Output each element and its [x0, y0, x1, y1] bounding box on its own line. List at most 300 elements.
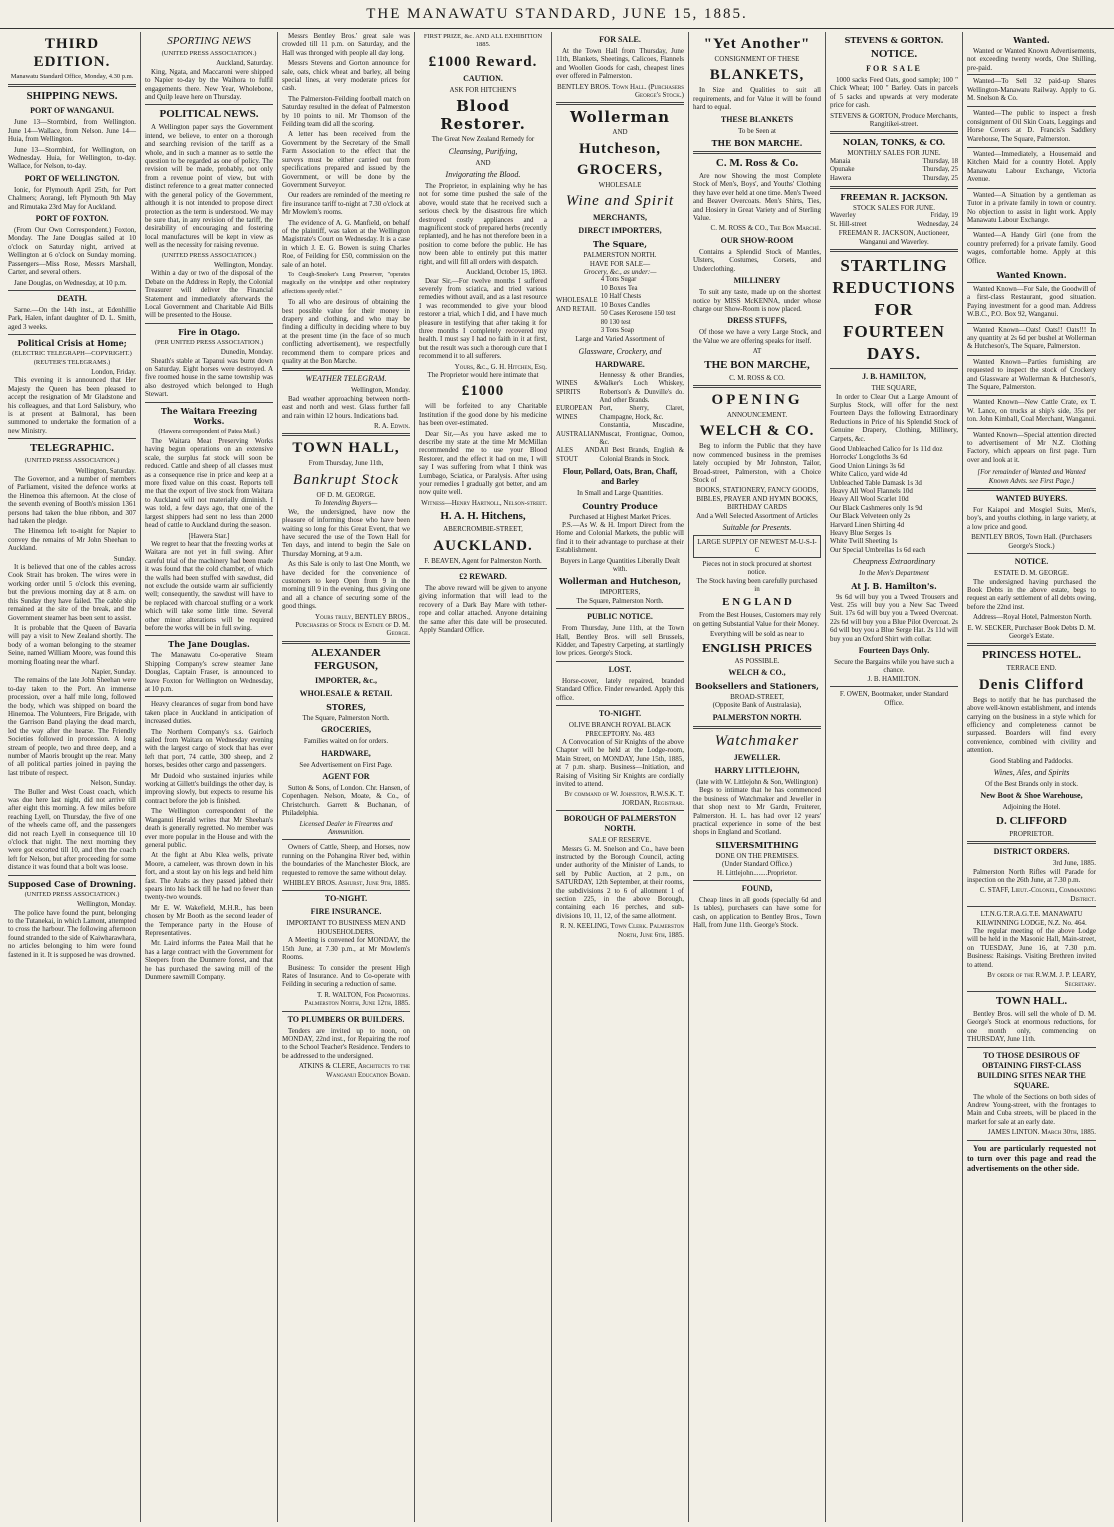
music-sub: Pieces not in stock procured at shortest notice. — [702, 559, 812, 577]
grocery-item: 4 Tons Sugar — [600, 276, 637, 284]
column-1 — [4, 32, 141, 1522]
columns — [4, 32, 1110, 1522]
forsale-sig: BENTLEY BROS. Town Hall. (Purchasers George's Stock.) — [557, 82, 684, 100]
nolan-sale-row — [830, 166, 958, 174]
borough: BOROUGH OF PALMERSTON NORTH. — [563, 814, 677, 834]
hamilton: J. B. HAMILTON, — [862, 372, 926, 382]
harry-text: Begs to intimate that he has commenced the business of Watchmaker and Jeweller in that shop next to Mr Gardn, Fruiterer, Palmerston. H. L. has had over 12 years' practical experience in some of the best shops in England and Scotland. — [693, 786, 821, 837]
testimonial: Dear Sir,—As you have asked me to describe my state at the time Mr McMillan recommended me to use your Blood Restorer, and the effect it had on me, I will say I was suffering from what I think was Lumbago, Sciatica, or Paralysis. After using your remedies I gradually got better, and am now quite well. — [419, 429, 547, 497]
townhall: TOWN HALL. — [995, 994, 1068, 1007]
hamilton-list-item: Heavy All Wool Flannels 10d — [830, 486, 913, 495]
wines-row — [556, 372, 684, 406]
estate-addr: Address—Royal Hotel, Palmerston North. — [973, 613, 1092, 622]
weather-heading: WEATHER TELEGRAM. — [305, 374, 387, 384]
foxton-text: (From Our Own Correspondent.) Foxton, Monday. The Jane Douglas sailed at 10 o'clock on Saturday night, arrived at Wellington at 6 o'clock on Sunday morning. Passengers—Miss Rose, Messrs Marshall, Carter, and several others. — [8, 226, 136, 277]
lost-text: Horse-cover, lately repaired, branded Standard Office. Finder rewarded. Apply this office. — [556, 676, 684, 702]
welch-text2: And a Well Selected Assortment of Articles — [696, 511, 818, 520]
england-text: From the Best Houses, Customers may rely on getting Substantial Value for their Money. — [693, 611, 821, 628]
port-foxton: PORT OF FOXTON. — [35, 214, 109, 224]
bankrupt-sig: Yours truly, BENTLEY BROS., Purchasers of Stock in Estate of D. M. George. — [295, 612, 410, 638]
ross2: C. M. ROSS & CO. — [729, 373, 785, 382]
presents: Suitable for Presents. — [722, 523, 792, 532]
hamilton-list-item: Our Black Velveteen only 2s — [830, 512, 911, 521]
fire-ins-sig: T. R. WALTON, For Promoters. Palmerston North, June 12th, 1885. — [304, 990, 410, 1008]
hamilton-list-item: Our Special Umbrellas 1s 6d each — [830, 545, 926, 554]
denis: Denis Clifford — [978, 676, 1085, 693]
freeman-sale-row-date: Wednesday, 24 — [917, 220, 958, 228]
fourteen: Fourteen Days Only. — [858, 646, 930, 656]
waitara-text: The Waitara Meat Preserving Works having begun operations on an extensive scale, the surplus fat stock will soon be reduced. Cattle and sheep of all classes must as a consequence rise in price and keep at a more fixed value on this coast. Reports tell me that the export of live stock from Waitara to Auckland will not materially diminish. I was told, a few days ago, that one of the largest shippers had sent no less than 2000 head of cattle to Auckland during the season. — [145, 437, 273, 530]
address: H. A. H. Hitchens, — [440, 510, 526, 523]
glassware: Large and Varied Assortment of — [575, 335, 665, 344]
showroom-text: Contains a Splendid Stock of Mantles, Ulsters, Costumes, Corsets, and Underclothing. — [693, 247, 821, 273]
buyers: Buyers in Large Quantities Liberally Dealt with. — [560, 556, 680, 574]
desirous: TO THOSE DESIROUS OF OBTAINING FIRST-CLASS BUILDING SITES NEAR THE SQUARE. — [977, 1050, 1086, 1090]
tonight: TO-NIGHT. — [324, 894, 368, 904]
dress-text: Of those we have a very Large Stock, and the Value we are offering speaks for itself. — [693, 328, 821, 345]
grocery: Grocery, &c., as under:— — [583, 268, 657, 277]
reward2-text: The above reward will be given to anyone giving information that will lead to the recovery of a Dark Bay Mare with tether-rope and collar attached. Anyone detaining the same after this date will be prosecuted. Apply Standard Office. — [419, 584, 547, 635]
political-text2: Within a day or two of the disposal of the Debate on the Address in Reply, the Colonial Treasurer will deliver the Financial Statement and immediately afterwards the Local Government and Charitable Aid Bills will be presented to the House. — [145, 269, 273, 320]
produce-sub: Purchased at Highest Market Prices. — [569, 512, 671, 521]
thousand-text: will be forfeited to any Charitable Institution if the good done by his medicine has been over-estimated. — [419, 402, 547, 428]
reward2: £2 REWARD. — [459, 572, 507, 582]
hamilton-text: In order to Clear Out a Large Amount of Surplus Stock, will offer for the next Fourteen Days the following Extraordinary Reductions in Price of his Splendid Stock of Genuine Drapery, Clothing, Millinery, Carpets, &c. — [830, 392, 958, 443]
euro-label: EUROPEAN WINES — [556, 405, 593, 421]
letter: A letter has been received from the Government by the Secretary of the Small Farm Association to the effect that the surveys must be either carried out from specifications prepared and issued by the Government, or will be done by the Government Surveyor. — [282, 130, 410, 189]
music: LARGE SUPPLY OF NEWEST M-U-S-I-C — [693, 535, 821, 558]
column-8 — [963, 32, 1100, 1522]
weather-sig: R. A. Edwin. — [374, 422, 410, 431]
england: The Stock having been carefully purchased in — [696, 576, 818, 594]
direct: DIRECT IMPORTERS, — [578, 226, 662, 236]
drowning-sub: (UNITED PRESS ASSOCIATION.) — [24, 890, 120, 898]
ales-row — [556, 447, 684, 464]
stabling: Good Stabling and Paddocks. — [990, 756, 1073, 765]
importer: IMPORTER, &c., — [315, 675, 377, 685]
district-text: Palmerston North Rifles will Parade for inspection on the 26th June, at 7.30 p.m. — [967, 867, 1096, 885]
star-label: [Hawera Star.] — [188, 531, 230, 540]
agent: AGENT FOR — [322, 772, 370, 781]
terrace: TERRACE END. — [1006, 664, 1057, 673]
ross-sig: C. M. ROSS & CO., The Bon Marché. — [710, 224, 821, 233]
wanted-heading: Wanted. — [1013, 35, 1050, 45]
port-wanganui: PORT OF WANGANUI. — [30, 106, 114, 116]
estate-text: The undersigned having purchased the Book Debts in the above estate, begs to request an early settlement of all debts owing, before the 22nd inst. — [967, 577, 1096, 611]
wellington-sat: Wellington, Saturday. — [75, 466, 136, 475]
known-3: Wanted Known—Parties furnishing are requested to inspect the stock of Crockery and Glassware at Wollerman & Hutcheson's, The Square, Palmerston. — [967, 355, 1096, 394]
bootmaker: F. OWEN, Bootmaker, under Standard Office. — [839, 690, 949, 707]
ales-text: All Best Brands, English & Colonial Brands in Stock. — [599, 447, 684, 463]
wanted-2: Wanted—The public to inspect a fresh consignment of Oil Skin Coats, Leggings and Horse Covers at D. Francis's Saddlery Warehouse, The Square, Palmerston. — [967, 106, 1096, 145]
column-4 — [415, 32, 552, 1522]
wollerman: Wollerman — [570, 108, 670, 127]
cleansing: Cleansing, Purifying, — [448, 146, 518, 156]
wine: Wine and Spirit — [565, 193, 675, 210]
known-2: Wanted Known—Oats! Oats!! Oats!!! In any quantity at 2s 6d per bushel at Wollerman & Hutcheson's, The Square, Palmerston. — [967, 323, 1096, 353]
waitara-sub: (Hawera correspondent of Patea Mail.) — [158, 427, 260, 435]
arrivals: June 13—Stormbird, from Wellington. June 14—Wallace, from Nelson. June 14—Huia, from Wellington. — [8, 118, 136, 144]
showroom: OUR SHOW-ROOM — [720, 235, 794, 245]
wanted-1: Wanted—To Sell 32 paid-up Shares Wellington-Manawatu Railway. Apply to G. M. Snelson & Co. — [967, 74, 1096, 104]
plumbers: TO PLUMBERS OR BUILDERS. — [287, 1014, 405, 1024]
football: The Palmerston-Feilding football match on Saturday resulted in the defeat of Palmerston by 10 points to nil. Mr Thomson of the Feilding team did all the scoring. — [282, 94, 410, 129]
stevens: STEVENS & GORTON. — [844, 35, 944, 45]
shipping-heading: SHIPPING NEWS. — [26, 90, 118, 103]
wines-table — [556, 372, 684, 464]
grocery-item: 80 130 test — [600, 318, 631, 326]
harry-sub: (late with W. Littlejohn & Son, Wellington) — [696, 777, 818, 786]
forsale: FOR SALE — [866, 64, 922, 73]
desirous-text: The whole of the Sections on both sides of Andrew Young-street, with the frontages to Main and Cuba streets, will be placed in the market for sale at an early date. — [967, 1092, 1096, 1126]
brands: Of the Best Brands only in stock. — [984, 780, 1079, 788]
wellington-text: The Wellington correspondent of the Wanganui Herald writes that Mr Sheehan's death is generally regretted. No member was ever more popular in the House and with the general public. — [145, 807, 273, 849]
departures: June 13—Stormbird, for Wellington, on Wednesday. Huia, for Wellington, to-day. Wallace, for Nelson, to-day. — [8, 145, 136, 171]
political-sub2: (UNITED PRESS ASSOCIATION.) — [161, 251, 257, 259]
auckland-sat: Auckland, Saturday. — [216, 59, 273, 68]
direct-steamers: Ionic, for Plymouth April 25th, for Port Chalmers; Aorangi, left Plymouth 9th May and Rimutaka 23rd May for Auckland. — [8, 185, 136, 211]
notice-text: From Thursday, June 11th, at the Town Hall, Bentley Bros. will sell Brussels, Kidder, and Tapestry Carpeting, at startlingly low prices. George's Stock. — [556, 624, 684, 658]
freeman-sale-row — [830, 221, 958, 229]
known-1: Wanted Known—For Sale, the Goodwill of a first-class Restaurant, good situation. Paying investment for a good man. Address W.B.C., P.O. Box 92, Wanganui. — [967, 282, 1096, 321]
tel-text-2: The Hinemoa left to-night for Napier to convey the remains of Mr John Sheehan to Auckland. — [8, 527, 136, 553]
testimonial-sig: Witness—Henry Hartnoll, Nelson-street. — [421, 498, 547, 507]
column-2 — [141, 32, 278, 1522]
flour-sub: In Small and Large Quantities. — [577, 489, 663, 498]
known-4: Wanted Known—New Cattle Crate, ex T. W. Lance, on trucks at ship's side, 35s per ton. John Kimball, Coal Merchant, Wanganui. — [967, 395, 1096, 425]
hamilton-list-item: Good Union Linings 3s 6d — [830, 461, 905, 470]
licensed: Licensed Dealer in Firearms and Ammunition. — [299, 819, 393, 837]
square: The Square, Palmerston North. — [302, 713, 390, 722]
silver-sig: H. Littlejohn........Proprietor. — [717, 868, 797, 877]
denis-text: Begs to notify that he has purchased the above well-known establishment, and intends carrying on the business in a style which for efficiency and completeness cannot be surpassed. Boarders will find every convenience, combined with civility and attention. — [967, 695, 1096, 755]
fire-text: Sheath's stable at Tapanui was burnt down on Saturday. Eight horses were destroyed. A five roomed house in the same township was also destroyed which belonged to Hugh Stewart. — [145, 356, 273, 399]
nelson-text: The Buller and West Coast coach, which was due here last night, did not arrive till after eight this morning. A few miles before reaching Lyell, on Thursday, the five of one of the wheels came off, and the passengers did not reach Lyell in consequence till 10 o'clock that night. The next morning they were got escorted till 10, and then the coach left for Nelson, but after proceeding for some distance it was found that a bolt was loose. — [8, 787, 136, 872]
bankrupt-text: We, the undersigned, have now the pleasure of informing those who have been waiting so long for this Great Event, that we have secured the use of the Town Hall for Ten days, and intend to begin the Sale on Thursday Morning, at 9 a.m. — [282, 507, 410, 558]
announcement: ANNOUNCEMENT. — [726, 410, 788, 419]
palmerston: PALMERSTON NORTH. — [712, 712, 802, 722]
death-heading: DEATH. — [57, 293, 87, 303]
district-date: 3rd June, 1885. — [1052, 859, 1096, 868]
hamilton-list-item: Good Unbleached Calico for 1s 11d doz — [830, 444, 943, 453]
owners-sig: WHIBLEY BROS. Ashurst, June 9th, 1885. — [282, 879, 410, 888]
caution: CAUTION. — [463, 73, 503, 83]
glass: Glassware, Crockery, and — [578, 346, 662, 356]
seen: To be Seen at — [738, 126, 776, 135]
column-6 — [689, 32, 826, 1522]
found-text: Cheap lines in all goods (specially 6d and 1s tables), purchasers can have some for cash, on application to Bentley Bros., Town Hall, from June 11th. George's Stock. — [693, 895, 821, 930]
meeting: Our readers are reminded of the meeting re fire insurance tariff to-night at 7.30 o'clock at Mr Mowlem's rooms. — [282, 191, 410, 217]
hamilton-list-item: Heavy Blue Serges 1s — [830, 529, 892, 537]
sporting-heading: SPORTING NEWS — [167, 35, 251, 47]
welch2: WELCH & CO., — [728, 668, 786, 678]
northern-text: The Northern Company's s.s. Gairloch sailed from Waitara on Wednesday evening with the largest cargo of stock that has ever left that port, 74 cattle, 300 sheep, and 2 horses, besides other cargo and passengers. — [145, 727, 273, 770]
townhall-date: From Thursday, June 11th, — [308, 459, 384, 468]
estate: ESTATE D. M. GEORGE. — [994, 569, 1069, 578]
hutcheson: Hutcheson, — [578, 140, 662, 157]
death-text: Sarne.—On the 14th inst., at Edenhillie Park, Halen, infant daughter of D. L. Smith, aged 3 weeks. — [8, 305, 136, 331]
startling: STARTLING REDUCTIONS FOR FOURTEEN DAYS. — [832, 256, 956, 364]
freeman-sig: FREEMAN R. JACKSON, Auctioneer, Wanganui and Waverley. — [838, 229, 950, 246]
district: DISTRICT ORDERS. — [993, 847, 1070, 857]
column-3 — [278, 32, 415, 1522]
ales-label: ALES AND STOUT — [556, 447, 600, 463]
square2: The Square, Palmerston North. — [576, 596, 664, 605]
square: The Square, — [592, 239, 648, 250]
wanted-5: Wanted—A Handy Girl (one from the country preferred) for a private family. Good wages, comfortable home. Apply at this Office. — [967, 228, 1096, 267]
secure: Secure the Bargains while you have such a chance. — [834, 658, 954, 675]
merchants: MERCHANTS, — [592, 213, 647, 223]
jane-text: The Manawatu Co-operative Steam Shipping Company's screw steamer Jane Douglas, Captain Fraser, is announced to leave Foxton for Wellington on Wednesday, at 10 p.m. — [145, 651, 273, 693]
palmerston: PALMERSTON NORTH. — [583, 251, 657, 260]
wands: P.S.—As W. & H. Import Direct from the Home and Colonial Markets, the public will find it to their advantage to purchase at their Establishment. — [556, 521, 684, 555]
nolan-sale-row — [830, 158, 958, 166]
lodge-sig: By command of W. Johnston, R.W.S.K. T. JORDAN, Registrar. — [564, 790, 684, 807]
wholesale: WHOLESALE — [598, 180, 642, 189]
wines: Wines, Ales, and Spirits — [993, 768, 1070, 777]
hamilton-list-item: Heavy All Wool Scarlet 10d — [830, 495, 909, 504]
sporting-sub: (UNITED PRESS ASSOCIATION.) — [161, 50, 257, 57]
district-sig: C. STAFF, Lieut.-Colonel, Commanding District. — [979, 886, 1096, 903]
sporting-text: King, Ngata, and Maccaroni were shipped to Napier to-day by the Waihora to fulfil engagements there. New Year, Wholebone, and Quilp leave here on Thursday. — [145, 67, 273, 102]
estate-sig: E. W. SECKER, Purchaser Book Debts D. M. George's Estate. — [967, 623, 1096, 640]
ask: ASK FOR HITCHEN'S — [449, 85, 517, 94]
obrien-text: Mr Dudoid who sustained injuries while working at Gillett's buildings the other day, is improving slowly, but expects to resume his contract before the job is finished. — [145, 771, 273, 805]
consignment: CONSIGNMENT OF THESE — [714, 55, 800, 63]
flour: Flour, Pollard, Oats, Bran, Chaff, and Barley — [562, 467, 678, 487]
welch-text: Beg to inform the Public that they have now commenced business in the premises lately occupied by Mr Johnston, Tailor, Broad-street, Palmerston, with a Choice Stock of — [693, 442, 821, 484]
fire-heading: Fire in Otago. — [178, 326, 240, 337]
opening: OPENING — [711, 391, 803, 408]
produce: Country Produce — [582, 500, 658, 511]
column-5 — [552, 32, 689, 1522]
latest-text: Mr. Laird informs the Patea Mail that he has a large contract with the Government for Sleepers from the Dunmere forest, and that he has purchased the sawing mill of the Dunmere sawmill Company. — [145, 939, 273, 981]
hamilton-sig: J. B. HAMILTON. — [867, 674, 921, 683]
intending: To Intending Buyers— — [314, 499, 378, 508]
proprietor: PROPRIETOR. — [1009, 829, 1054, 838]
freeman: FREEMAN R. JACKSON. — [840, 192, 948, 203]
edition-sub: Manawatu Standard Office, Monday, 4.30 p.m. — [10, 73, 134, 80]
bankrupt-text2: As this Sale is only to last One Month, we have decided for the convenience of customers to keep Open from 9 in the morning till 9 in the evening, thus giving one and all a chance of securing some of the good things. — [282, 560, 410, 611]
hamilton-list-item: White Twill Sheeting 1s — [830, 537, 898, 546]
thousand: £1000 — [461, 383, 505, 400]
buyers-sig: BENTLEY BROS, Town Hall. (Purchasers George's Stock.) — [971, 533, 1092, 550]
blankets-text: In Size and Qualities to suit all requirements, and for Value it will be found hard to equal. — [693, 86, 821, 112]
sale: SALE OF RESERVE. — [588, 836, 652, 845]
freeman-sale-row-date: Friday, 19 — [930, 212, 958, 220]
star-text: We regret to hear that the freezing works at Waitara are not yet in full swing. After careful trial of the machinery had been made it was found that the cold chamber, of which the walls had been stuffed with sawdust, did not exclude the outside warm air sufficiently well; consequently, the sawdust will have to be replaced with charcoal stuffing or a work which will take some little time. Several other minor alterations will be required before the works will be in full swing. — [145, 539, 273, 632]
freeman-sub: STOCK SALES FOR JUNE. — [853, 204, 935, 213]
telegraphic-heading: TELEGRAPHIC. — [29, 442, 115, 455]
proprietor: The Proprietor would here intimate that — [427, 370, 539, 379]
freeman-sale-row-place: St. Hill-street — [830, 220, 867, 228]
intro: Messrs Bentley Bros.' great sale was crowded till 11 p.m. on Saturday, and the Hall was thronged with people all day long. — [282, 32, 410, 57]
third-edition-heading: THIRD EDITION. — [33, 36, 111, 70]
princess: PRINCESS HOTEL. — [981, 649, 1082, 662]
political-heading: POLITICAL NEWS. — [159, 108, 259, 121]
at: AT — [752, 347, 762, 356]
euro-row — [556, 405, 684, 422]
notice: NOTICE. — [870, 48, 918, 60]
borough-text: Messrs G. M. Snelson and Co., have been instructed by the Borough Council, acting under authority of the Minister of Lands, to sell by Public Auction, at 2 p.m., on SATURDAY, 12th September, at their rooms, the subdivisions 2 to 6 of allotment 1 of section 225, in the above Borough, containing each 16 perches, and sub-divisions 10, 11, 12, of the same allotment. — [556, 844, 684, 920]
plumbers-text: Tenders are invited up to noon, on MONDAY, 22nd inst., for Repairing the roof to the School Teacher's Residence. Tenders to be addressed to the undersigned. — [282, 1026, 410, 1060]
bankrupt-of: OF D. M. GEORGE. — [316, 490, 376, 499]
euro-text: Port, Sherry, Claret, Champagne, Hock, &c. — [599, 405, 684, 421]
forsale-text: 1000 sacks Feed Oats, good sample; 100 " Chick Wheat; 100 " Barley. Oats in parcels of 5 sacks and upwards at very moderate price for cash. — [830, 76, 958, 110]
fire-ins-text: A Meeting is convened for MONDAY, the 15th June, at 7.30 p.m., at Mr Mowlem's Rooms. — [282, 936, 410, 962]
weather-place: Wellington, Monday. — [350, 386, 410, 395]
crisis-heading: Political Crisis at Home; — [17, 338, 127, 349]
nolan: NOLAN, TONKS, & CO. — [842, 137, 946, 148]
agent: F. BEAVEN, Agent for Palmerston North. — [424, 556, 542, 565]
hamilton-list-item: White Calico, yard wide 4d — [830, 470, 908, 479]
wanted-3: Wanted—Immediately, a Housemaid and Kitchen Maid for a country Hotel. Apply Manawatu Labour Exchange, Victoria Avenue. — [967, 147, 1096, 186]
grocery-item: 3 Tons Soap — [600, 326, 635, 334]
hardware-sub: See Advertisement on First Page. — [299, 760, 393, 769]
wines-text: Hennessy & other Brandies, Walker's Loch Whiskey, Robertson's & Dunville's do. And other Brands. — [599, 371, 684, 404]
foxton-departure: Jane Douglas, on Wednesday, at 10 p.m. — [14, 278, 127, 287]
known-5: Wanted Known—Special attention directed to advertisement of Mr N.Z. Clothing Factory, which appears on first page. Turn over and look at it. — [967, 428, 1096, 467]
letter-text: Dear Sir,—For twelve months I suffered severely from sciatica, and tried various remedies without avail, and as a last resource I was recommended to give your blood restorer a trial, which I did, and I have much pleasure in testifying that after taking it for three months I completely recovered my health. I must say I had no faith in it at first, but the result was such a thorough cure that I recommend it to all sufferers. — [419, 276, 547, 361]
clifford: D. CLIFFORD — [996, 814, 1067, 827]
political-text: A Wellington paper says the Government intend, we believe, to enter on a thorough and searching revision of the tariff as a whole, and in such a manner as to settle the question to be regarded as one of policy. The revision will be made, probably, not only from a revenue point of view, but with distinct reference to a great matter connected with the general policy of the Government, although it is not intended to propose direct protection as the term is understood. We may be sure that, in any revision of the tariff, the desirability of encouraging and fostering local manufactures will be kept in view as well as the necessity for raising revenue. — [145, 123, 273, 250]
crisis-sub: (ELECTRIC TELEGRAPH—COPYRIGHT.) (REUTER'S TELEGRAMS.) — [12, 350, 132, 366]
bank: (Opposite Bank of Australasia), — [712, 701, 802, 710]
wh2: Wollerman and Hutcheson, — [559, 576, 681, 587]
dunedin: Dunedin, Monday. — [220, 348, 273, 357]
hardware: HARDWARE, — [321, 748, 371, 758]
wakefield-text: Mr E. W. Wakefield, M.H.R., has been chosen by Mr Booth as the second leader of the Temperance party in the House of Representatives. — [145, 903, 273, 937]
adjoining: Adjoining the Hotel. — [1002, 803, 1061, 812]
abu-text: At the fight at Abu Klea wells, private Moore, a cameleer, was thrown down in his fort, and a stout lay on his legs and held him fast. The Arabs as they passed jabbed their spears into his back till he had no fewer than twenty-two wounds. — [145, 851, 273, 902]
lodge-text: The regular meeting of the above Lodge will be held in the Masonic Hall, Main-street, on TUESDAY, June 16, at 7.30 p.m. Business: Raisings. Visiting Brethren invited to attend. — [967, 927, 1096, 969]
address2: ABERCROMBIE-STREET, — [443, 525, 523, 534]
invigorating: Invigorating the Blood. — [445, 170, 521, 180]
aust-text: Constantia, Muscadine, Muscat, Frontignac, Oomoo, &c. — [599, 422, 684, 446]
grocery-list — [556, 276, 684, 335]
notice: NOTICE. — [1014, 557, 1049, 567]
bon2: THE BON MARCHE, — [704, 358, 810, 371]
turn-over-note: You are particularly requested not to turn over this page and read the advertisements on the other side. — [967, 1143, 1096, 1173]
hamilton-list-item: Harvard Linen Shirting 4d — [830, 520, 905, 529]
fire-ins: FIRE INSURANCE. — [310, 907, 382, 917]
lost: LOST. — [608, 664, 632, 674]
english: ENGLISH PRICES — [701, 641, 813, 655]
mens: In the Men's Department — [859, 569, 929, 578]
crisis-text: This evening it is announced that Her Majesty the Queen has been pleased to accept the resignation of Mr Gladstone and his colleagues, and that Lord Salisbury, who is at present at Balmoral, has been summoned to undertake the formation of a new Ministry. — [8, 376, 136, 435]
ross-text: Are now Showing the most Complete Stock of Men's, Boys', and Youths' Clothing they have ever held at one time. Men's Tweed and Beaver Overcoats. Men's Shirts, Ties, and Hosiery in Great Variety and of Sterling Value. — [693, 172, 821, 223]
booksellers: Booksellers and Stationers, — [695, 681, 819, 692]
business: Business: To consider the present High Rates of Insurance. And to Co-operate with Feilding in securing a reduction of same. — [282, 963, 410, 989]
port-wellington: PORT OF WELLINGTON. — [24, 173, 120, 183]
forsale-text: At the Town Hall from Thursday, June 11th, Blankets, Sheetings, Calicoes, Flannels and Woollen Goods for cash, cheapest lines ever offered in Palmerston. — [556, 47, 684, 81]
tel-text-4: It is probable that the Queen of Bavaria will pay a visit to New Zealand shortly. The body of a woman belonging to the steamer Seine, named William Moore, was found this morning floating near the wharf. — [8, 623, 136, 666]
public-notice: PUBLIC NOTICE. — [587, 612, 653, 622]
and: AND — [612, 128, 628, 137]
buyers: WANTED BUYERS. — [995, 494, 1068, 504]
silver-sub: DONE ON THE PREMISES. — [715, 851, 799, 860]
sugar-text: Heavy clearances of sugar from bond have taken place in Auckland in anticipation of increased duties. — [145, 700, 273, 726]
nelson-dateline: Nelson, Sunday. — [90, 779, 136, 788]
found: FOUND, — [741, 883, 773, 893]
havesale: HAVE FOR SALE— — [589, 259, 651, 268]
borough-sig: R. N. KEELING, Town Clerk. Palmerston North, June 6th, 1885. — [560, 922, 684, 939]
grocery-list-left: WHOLESALE AND RETAIL — [556, 297, 598, 313]
hamilton-list-item: Horrocks' Longcloths 3s 6d — [830, 453, 908, 462]
nolan-sale-row-place: Manaia — [830, 157, 851, 165]
letter-sig: Yours, &c., G. H. Hitchen, Esq. — [454, 362, 547, 371]
drowning-place: Wellington, Monday. — [76, 900, 136, 909]
mens-list: 9s 6d will buy you a Tweed Trousers and Vest. 25s will buy you a New Sac Tweed Suit. 17s 6d will buy you a Tweed Overcoat. 22s 6d will buy you a Blue Pilot Overcoat. 2s 6d will buy you a Blue Serge Hat. 2s 11d will buy you an Oxford Shirt with collar. — [830, 592, 958, 643]
column-7 — [826, 32, 963, 1522]
freeman-rows — [830, 212, 958, 229]
townhall-heading: TOWN HALL, — [292, 440, 400, 457]
and: AND — [475, 158, 491, 167]
dress: DRESS STUFFS, — [727, 316, 787, 326]
tonight: TO-NIGHT. — [598, 709, 642, 719]
letter-head: Auckland, October 15, 1863. — [465, 268, 547, 277]
alexander-heading: ALEXANDER FERGUSON, — [311, 646, 381, 672]
blankets: BLANKETS, — [709, 67, 805, 84]
hardware: HARDWARE. — [595, 359, 645, 369]
millinery-text: To suit any taste, made up on the shortest notice by MISS McKENNA, under whose charge our Show-Room is now placed. — [693, 288, 821, 313]
known-heading: Wanted Known. — [996, 269, 1067, 280]
important: IMPORTANT TO BUSINESS MEN AND HOUSEHOLDERS. — [286, 919, 406, 936]
importers: IMPORTERS, — [599, 588, 641, 597]
grocery-rows — [601, 276, 684, 335]
auckland: AUCKLAND. — [433, 537, 533, 554]
lodge: LT.N.G.T.R.A.G.T.E. MANAWATU KILWINNING LODGE, N.Z. No. 464. — [976, 910, 1087, 927]
lodge-sig: By order of the R.W.M. J. P. LEARY, Secretary. — [987, 971, 1096, 988]
bankrupt-heading: Bankrupt Stock — [292, 471, 400, 488]
evidence: The evidence of A. G. Manfield, on behalf of the plaintiff, was taken at the Wellington Magistrate's Court on Wednesday. It is a case in which J. E. G. Bowen is suing Charles Roe, of Feilding for £50, commission on the sale of an hotel. — [282, 218, 410, 269]
freeman-sale-row-place: Waverley — [830, 212, 856, 220]
buyers-text: For Kaiapoi and Mosgiel Suits, Men's, boy's, and youths clothing, in large variety, at a low price and good. — [967, 506, 1096, 531]
tel-text-1: The Governor, and a number of members of Parliament, visited the defence works at the Hinemoa this afternoon. At the close of the seventh evening of Booth's mission 1361 persons had taken the blue ribbon, and 307 had taken the pledge. — [8, 475, 136, 526]
jane-heading: The Jane Douglas. — [168, 639, 250, 650]
sold: Everything will be sold as near to — [709, 630, 805, 639]
wines-label: WINES & SPIRITS — [556, 380, 600, 396]
jeweller: JEWELLER. — [733, 752, 781, 762]
nolan-sale-row-date: Thursday, 25 — [922, 174, 958, 182]
millinery: MILLINERY — [733, 276, 781, 286]
wholesale: WHOLESALE & RETAIL — [299, 688, 393, 698]
sunday-dateline: Sunday. — [113, 554, 136, 563]
freeman-sale-row — [830, 212, 958, 220]
weather-text: Bad weather approaching between north-east and north and west. Glass further fall and rain within 12 hours. Indications bad. — [282, 394, 410, 420]
wanted-text: Wanted or Wanted Known Advertisements, not exceeding twenty words, One Shilling, pre-paid. — [967, 47, 1096, 72]
body: The Proprietor, in explaining why he has not for some time pushed the sale of the above, would state that he received such a serious check by the disastrous fire which destroyed costly appliances and a magnificent stock of prepared herbs (recently replanted), and he has not therefore been in a position to come before the public. He has now been able to entirely put this matter right, and will fill all orders with despatch. — [419, 182, 547, 266]
lodge: OLIVE BRANCH ROYAL BLACK PRECEPTORY. No. 483 — [568, 721, 672, 738]
silver-sub2: (Under Standard Office.) — [721, 860, 793, 869]
drapery: To all who are desirous of obtaining the best possible value for their money in drapery and clothing, and who may be finding a difficulty in deciding where to buy at the present time (in the face of so much conflicting advertisement), we respectfully recommend them to compare prices and quality at the Bon Marche. — [282, 298, 410, 366]
possible: AS POSSIBLE. — [734, 656, 780, 665]
telegraphic-sub: (UNITED PRESS ASSOCIATION.) — [24, 457, 120, 465]
reward-heading: £1000 Reward. — [428, 53, 538, 70]
nolan-rows — [830, 158, 958, 183]
groceries: GROCERIES, — [320, 725, 371, 735]
owners: Owners of Cattle, Sheep, and Horses, now running on the Pohangina River bed, within the boundaries of the Manchester Block, are requested to remove the same without delay. — [282, 843, 410, 877]
cheapness: Cheapness Extraordinary — [852, 557, 936, 567]
these: THESE BLANKETS — [720, 114, 794, 124]
napier-dateline: Napier, Sunday. — [91, 667, 136, 676]
desirous-sig: JAMES LINTON. March 30th, 1885. — [987, 1128, 1096, 1137]
nolan-sale-row — [830, 175, 958, 183]
broad: BROAD-STREET, — [730, 693, 784, 702]
intro2: Messrs Stevens and Gorton announce for sale, oats, chick wheat and barley, all being special lines, at very moderate prices for cash. — [282, 59, 410, 93]
grocery-item: 10 Boxes Tea — [600, 284, 638, 292]
nolan-sale-row-place: Opunake — [830, 166, 855, 174]
